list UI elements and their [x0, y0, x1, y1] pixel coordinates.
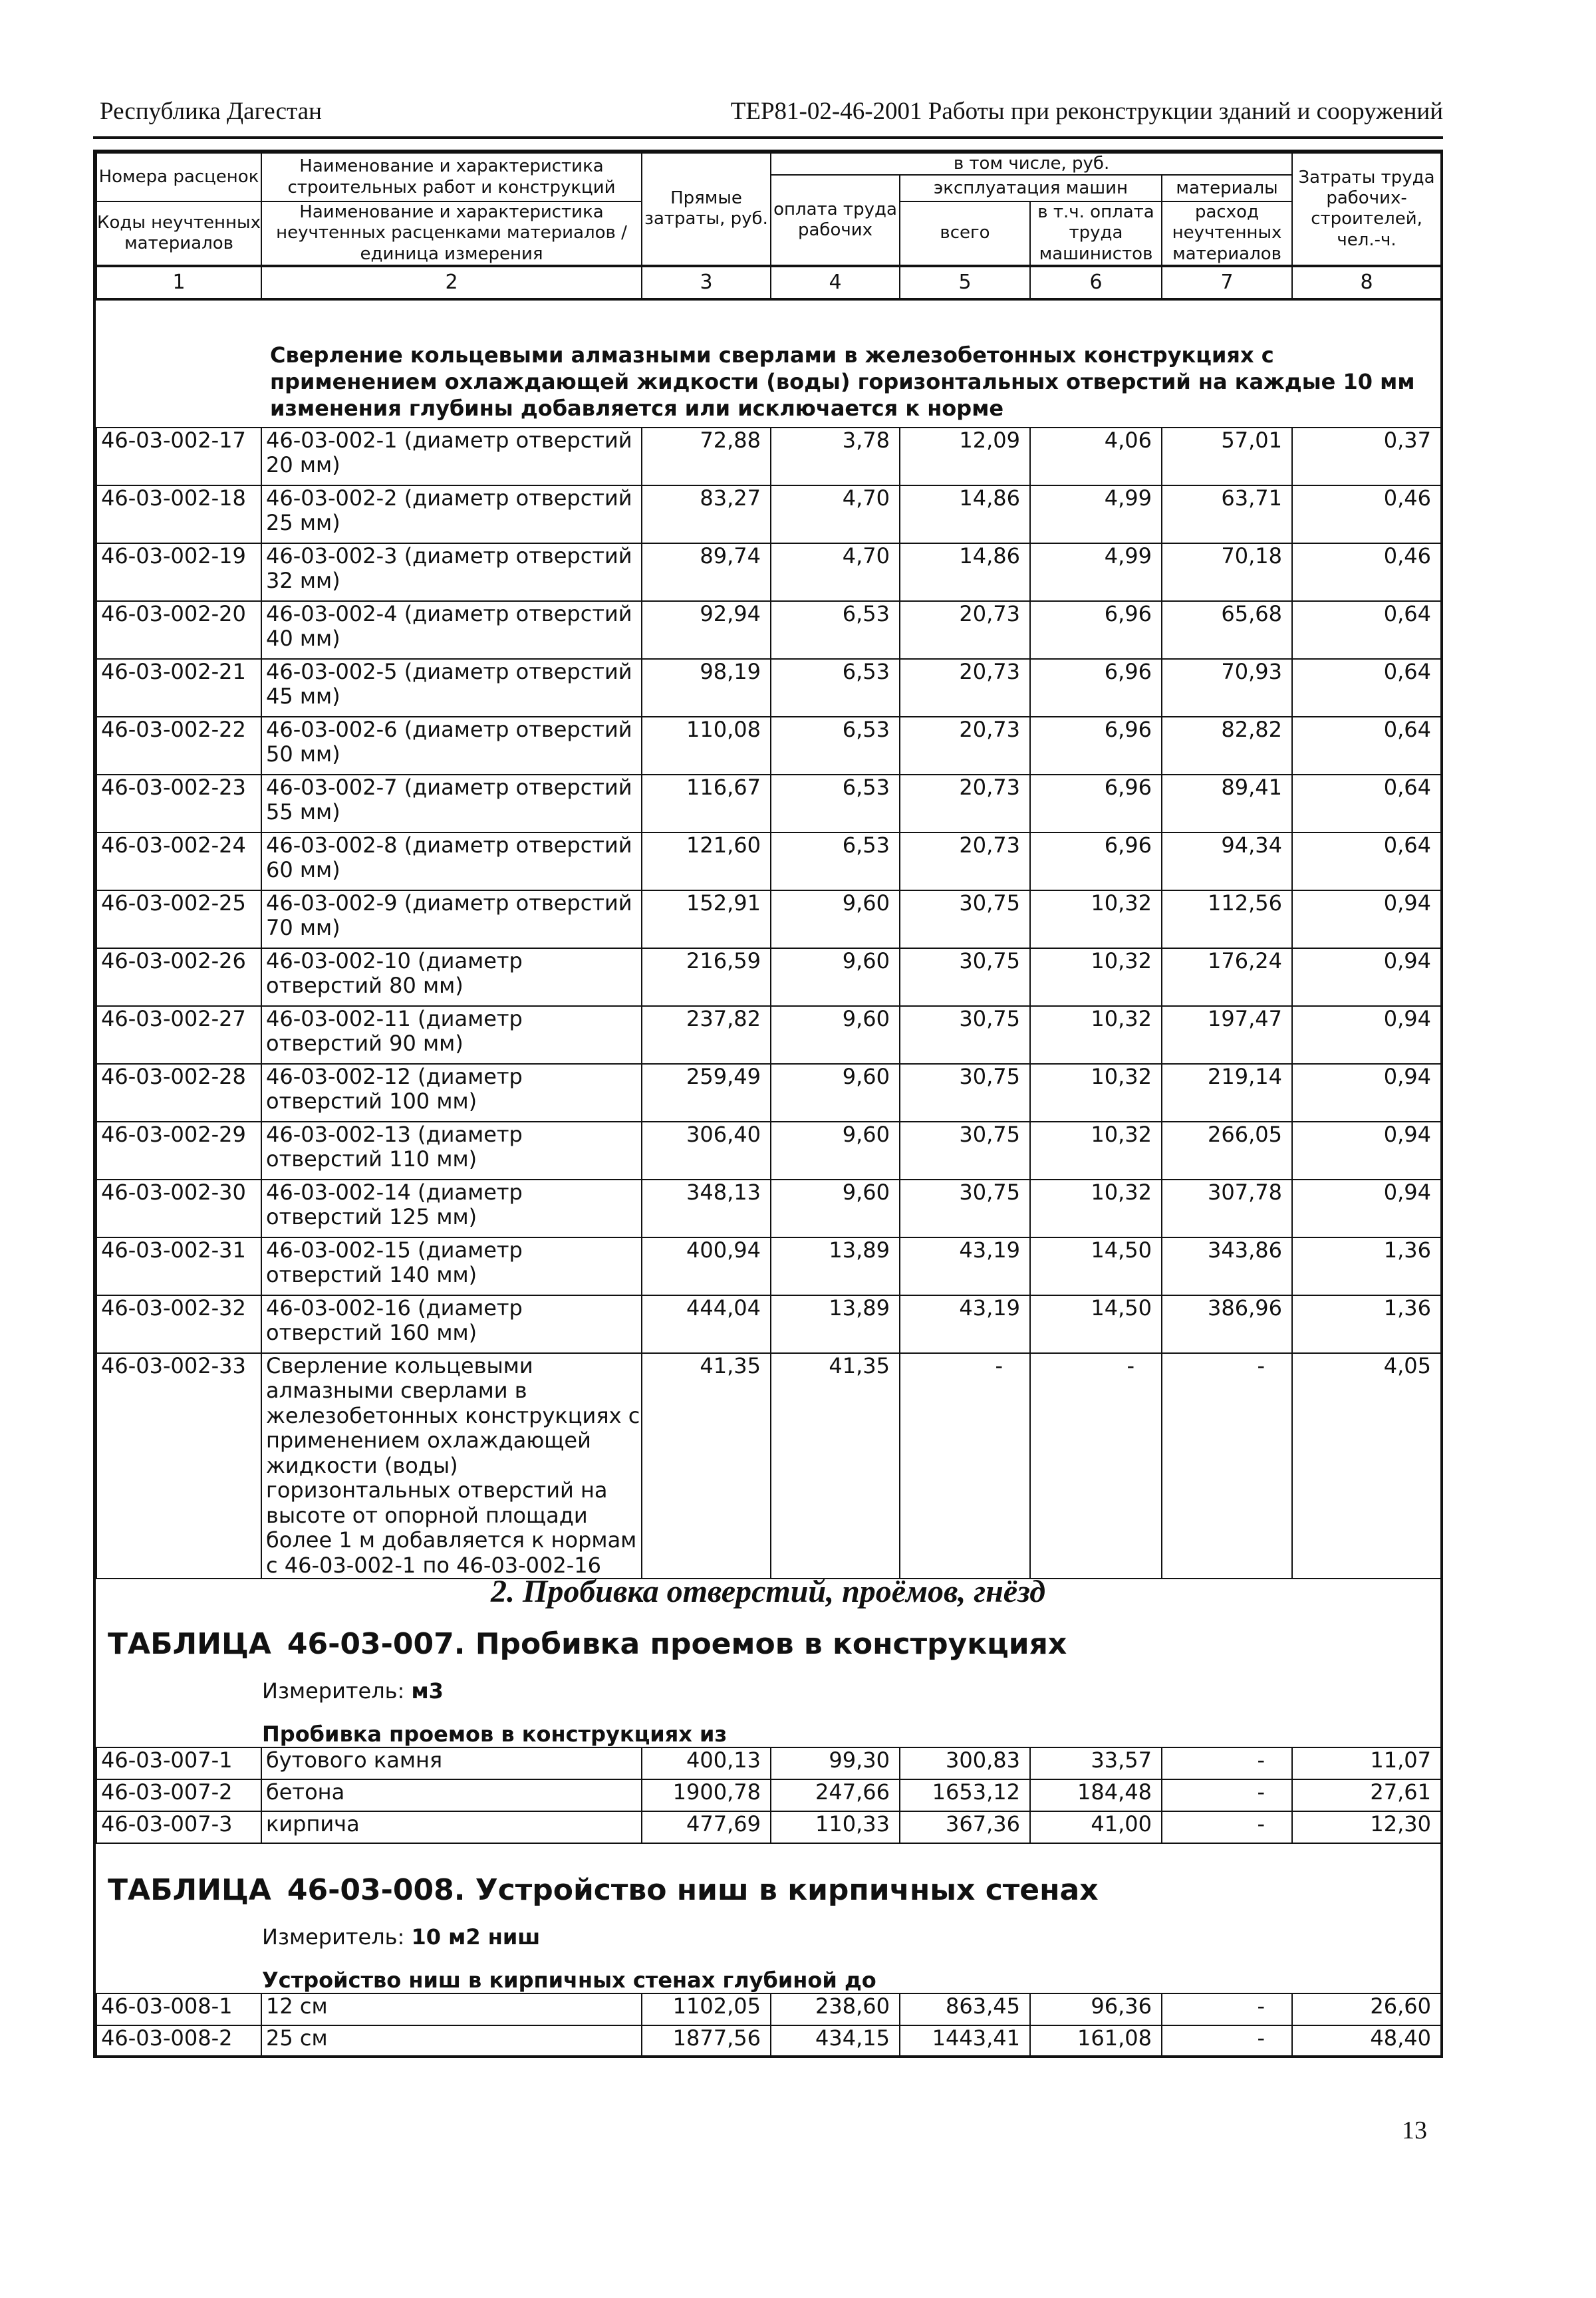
machine-total: 20,73	[900, 659, 1030, 717]
header-machine-ops: эксплуатация машин	[900, 175, 1162, 201]
table-row	[96, 1295, 1441, 1353]
materials-cost: 94,34	[1162, 832, 1292, 890]
table-row	[96, 1779, 1441, 1811]
operator-pay: 96,36	[1030, 1993, 1162, 2025]
operator-pay: 10,32	[1030, 948, 1162, 1006]
materials-cost: 63,71	[1162, 485, 1292, 543]
labor-hours: 0,64	[1292, 601, 1441, 659]
operator-pay: 10,32	[1030, 890, 1162, 948]
labor-pay: 4,70	[771, 485, 900, 543]
operator-pay: 41,00	[1030, 1811, 1162, 1843]
table-label: ТАБЛИЦА	[108, 1873, 271, 1907]
work-name: 46-03-002-1 (диаметр отверстий 20 мм)	[261, 428, 642, 485]
materials-cost: 307,78	[1162, 1180, 1292, 1237]
materials-cost: -	[1162, 1811, 1292, 1843]
machine-total: 12,09	[900, 428, 1030, 485]
work-name: бетона	[261, 1779, 642, 1811]
machine-total: 30,75	[900, 948, 1030, 1006]
rate-code: 46-03-002-27	[96, 1006, 261, 1064]
labor-hours: 0,64	[1292, 659, 1441, 717]
header-including: в том числе, руб.	[771, 153, 1292, 175]
work-name: 46-03-002-2 (диаметр отверстий 25 мм)	[261, 485, 642, 543]
page-header	[100, 93, 1443, 133]
operator-pay: 10,32	[1030, 1064, 1162, 1122]
materials-cost: 82,82	[1162, 717, 1292, 775]
table-row	[96, 717, 1441, 775]
machine-total: 863,45	[900, 1993, 1030, 2025]
header-direct-costs: Прямые затраты, руб.	[642, 153, 771, 266]
table-title: Пробивка проемов в конструкциях	[475, 1627, 1067, 1661]
labor-pay: 6,53	[771, 832, 900, 890]
operator-pay: 6,96	[1030, 659, 1162, 717]
rate-code: 46-03-002-30	[96, 1180, 261, 1237]
column-number: 2	[261, 266, 642, 299]
work-name: 46-03-002-9 (диаметр отверстий 70 мм)	[261, 890, 642, 948]
rate-code: 46-03-002-33	[96, 1353, 261, 1579]
estimate-table-frame	[93, 150, 1443, 2058]
work-name: 46-03-002-8 (диаметр отверстий 60 мм)	[261, 832, 642, 890]
header-materials-usage: расход неучтенных материалов	[1162, 201, 1292, 266]
rate-code: 46-03-008-2	[96, 2025, 261, 2057]
direct-costs: 89,74	[642, 543, 771, 601]
table-code: 46-03-007.	[287, 1627, 466, 1661]
unit-value: м3	[411, 1678, 444, 1704]
labor-hours: 0,64	[1292, 832, 1441, 890]
rate-code: 46-03-007-1	[96, 1747, 261, 1779]
operator-pay: 14,50	[1030, 1237, 1162, 1295]
table-row	[96, 659, 1441, 717]
rate-code: 46-03-002-17	[96, 428, 261, 485]
direct-costs: 41,35	[642, 1353, 771, 1579]
machine-total: 30,75	[900, 1064, 1030, 1122]
work-name: 46-03-002-11 (диаметр отверстий 90 мм)	[261, 1006, 642, 1064]
column-number: 3	[642, 266, 771, 299]
column-number: 5	[900, 266, 1030, 299]
labor-pay: 9,60	[771, 1064, 900, 1122]
table-row	[96, 1122, 1441, 1180]
materials-cost: -	[1162, 1779, 1292, 1811]
direct-costs: 110,08	[642, 717, 771, 775]
rate-code: 46-03-002-22	[96, 717, 261, 775]
work-name: 46-03-002-3 (диаметр отверстий 32 мм)	[261, 543, 642, 601]
materials-cost: 386,96	[1162, 1295, 1292, 1353]
labor-hours: 4,05	[1292, 1353, 1441, 1579]
column-number: 4	[771, 266, 900, 299]
materials-cost: 176,24	[1162, 948, 1292, 1006]
labor-pay: 9,60	[771, 1006, 900, 1064]
operator-pay: 4,99	[1030, 485, 1162, 543]
unit-value: 10 м2 ниш	[411, 1924, 541, 1950]
machine-total: 14,86	[900, 485, 1030, 543]
table-007-subheading: Пробивка проемов в конструкциях из	[262, 1722, 728, 1747]
work-name: 46-03-002-4 (диаметр отверстий 40 мм)	[261, 601, 642, 659]
machine-total: 30,75	[900, 1006, 1030, 1064]
region-title: Республика Дагестан	[100, 98, 322, 125]
operator-pay: 33,57	[1030, 1747, 1162, 1779]
direct-costs: 72,88	[642, 428, 771, 485]
labor-hours: 1,36	[1292, 1237, 1441, 1295]
direct-costs: 121,60	[642, 832, 771, 890]
materials-cost: 197,47	[1162, 1006, 1292, 1064]
subsection-title: 2. Пробивка отверстий, проёмов, гнёзд	[491, 1574, 1045, 1609]
labor-hours: 0,94	[1292, 1006, 1441, 1064]
labor-hours: 0,64	[1292, 717, 1441, 775]
direct-costs: 1102,05	[642, 1993, 771, 2025]
labor-hours: 0,94	[1292, 1180, 1441, 1237]
unit-label: Измеритель:	[262, 1924, 405, 1950]
labor-pay: 238,60	[771, 1993, 900, 2025]
table-title: Устройство ниш в кирпичных стенах	[475, 1873, 1099, 1907]
machine-total: 14,86	[900, 543, 1030, 601]
section-title: Сверление кольцевыми алмазными сверлами в железобетонных конструкциях с применением охлаждающей жидкости (воды) горизонтальных отверстий на каждые 10 мм изменения глубины добавляется или исключается к норме	[270, 342, 1415, 421]
column-number: 7	[1162, 266, 1292, 299]
materials-cost: 219,14	[1162, 1064, 1292, 1122]
direct-costs: 1900,78	[642, 1779, 771, 1811]
rate-code: 46-03-002-21	[96, 659, 261, 717]
direct-costs: 348,13	[642, 1180, 771, 1237]
labor-hours: 0,94	[1292, 1122, 1441, 1180]
labor-hours: 1,36	[1292, 1295, 1441, 1353]
direct-costs: 98,19	[642, 659, 771, 717]
work-name: кирпича	[261, 1811, 642, 1843]
column-header-table	[96, 152, 1442, 301]
machine-total: 30,75	[900, 890, 1030, 948]
labor-pay: 247,66	[771, 1779, 900, 1811]
rate-code: 46-03-002-32	[96, 1295, 261, 1353]
machine-total: 43,19	[900, 1295, 1030, 1353]
rate-code: 46-03-002-28	[96, 1064, 261, 1122]
labor-hours: 27,61	[1292, 1779, 1441, 1811]
materials-cost: -	[1162, 1747, 1292, 1779]
table-label: ТАБЛИЦА	[108, 1627, 271, 1661]
work-name: 46-03-002-10 (диаметр отверстий 80 мм)	[261, 948, 642, 1006]
table-007-heading	[108, 1627, 1067, 1661]
machine-total: -	[900, 1353, 1030, 1579]
labor-hours: 0,64	[1292, 775, 1441, 832]
table-row	[96, 1064, 1441, 1122]
machine-total: 43,19	[900, 1237, 1030, 1295]
rate-code: 46-03-002-29	[96, 1122, 261, 1180]
rate-code: 46-03-002-23	[96, 775, 261, 832]
labor-hours: 48,40	[1292, 2025, 1441, 2057]
column-number: 1	[96, 266, 261, 299]
direct-costs: 259,49	[642, 1064, 771, 1122]
section1-table	[96, 427, 1442, 1579]
table-row	[96, 1180, 1441, 1237]
materials-cost: -	[1162, 2025, 1292, 2057]
direct-costs: 400,94	[642, 1237, 771, 1295]
materials-cost: 266,05	[1162, 1122, 1292, 1180]
rate-code: 46-03-007-3	[96, 1811, 261, 1843]
machine-total: 30,75	[900, 1180, 1030, 1237]
table-row	[96, 1006, 1441, 1064]
operator-pay: 4,06	[1030, 428, 1162, 485]
labor-pay: 3,78	[771, 428, 900, 485]
header-materials: материалы	[1162, 175, 1292, 201]
work-name: 46-03-002-7 (диаметр отверстий 55 мм)	[261, 775, 642, 832]
work-name: 46-03-002-16 (диаметр отверстий 160 мм)	[261, 1295, 642, 1353]
labor-pay: 13,89	[771, 1295, 900, 1353]
header-operator-pay: в т.ч. оплата труда машинистов	[1030, 201, 1162, 266]
machine-total: 1653,12	[900, 1779, 1030, 1811]
labor-pay: 9,60	[771, 1122, 900, 1180]
table-row	[96, 543, 1441, 601]
labor-hours: 0,46	[1292, 485, 1441, 543]
rate-code: 46-03-002-20	[96, 601, 261, 659]
machine-total: 30,75	[900, 1122, 1030, 1180]
labor-pay: 13,89	[771, 1237, 900, 1295]
direct-costs: 400,13	[642, 1747, 771, 1779]
rate-code: 46-03-002-25	[96, 890, 261, 948]
labor-hours: 0,94	[1292, 1064, 1441, 1122]
operator-pay: 4,99	[1030, 543, 1162, 601]
machine-total: 20,73	[900, 775, 1030, 832]
labor-hours: 0,94	[1292, 948, 1441, 1006]
rate-code: 46-03-008-1	[96, 1993, 261, 2025]
column-number: 6	[1030, 266, 1162, 299]
work-name: 46-03-002-12 (диаметр отверстий 100 мм)	[261, 1064, 642, 1122]
work-name: 46-03-002-14 (диаметр отверстий 125 мм)	[261, 1180, 642, 1237]
labor-hours: 11,07	[1292, 1747, 1441, 1779]
direct-costs: 444,04	[642, 1295, 771, 1353]
header-labor-costs: Затраты труда рабочих-строителей, чел.-ч.	[1292, 153, 1441, 266]
work-name: 46-03-002-6 (диаметр отверстий 50 мм)	[261, 717, 642, 775]
operator-pay: 10,32	[1030, 1006, 1162, 1064]
rate-code: 46-03-002-19	[96, 543, 261, 601]
operator-pay: -	[1030, 1353, 1162, 1579]
machine-total: 367,36	[900, 1811, 1030, 1843]
table-code: 46-03-008.	[287, 1873, 466, 1907]
materials-cost: 112,56	[1162, 890, 1292, 948]
column-number: 8	[1292, 266, 1441, 299]
table-row	[96, 948, 1441, 1006]
document-title: ТЕР81-02-46-2001 Работы при реконструкции зданий и сооружений	[730, 98, 1443, 125]
table-008-unit	[262, 1924, 540, 1950]
labor-pay: 41,35	[771, 1353, 900, 1579]
direct-costs: 306,40	[642, 1122, 771, 1180]
table-row	[96, 832, 1441, 890]
labor-hours: 0,94	[1292, 890, 1441, 948]
table-row	[96, 1747, 1441, 1779]
table-008-heading	[108, 1873, 1099, 1907]
machine-total: 20,73	[900, 717, 1030, 775]
operator-pay: 184,48	[1030, 1779, 1162, 1811]
work-name: 46-03-002-5 (диаметр отверстий 45 мм)	[261, 659, 642, 717]
operator-pay: 10,32	[1030, 1180, 1162, 1237]
header-rule	[93, 136, 1443, 139]
materials-cost: 57,01	[1162, 428, 1292, 485]
materials-cost: 89,41	[1162, 775, 1292, 832]
labor-pay: 110,33	[771, 1811, 900, 1843]
operator-pay: 6,96	[1030, 601, 1162, 659]
operator-pay: 161,08	[1030, 2025, 1162, 2057]
work-name: бутового камня	[261, 1747, 642, 1779]
table-row	[96, 2025, 1441, 2057]
table-007-unit	[262, 1678, 444, 1704]
labor-hours: 0,37	[1292, 428, 1441, 485]
header-material-names: Наименование и характеристика неучтенных расценками материалов / единица измерения	[261, 201, 642, 266]
direct-costs: 477,69	[642, 1811, 771, 1843]
labor-pay: 9,60	[771, 948, 900, 1006]
materials-cost: 70,18	[1162, 543, 1292, 601]
direct-costs: 92,94	[642, 601, 771, 659]
rate-code: 46-03-007-2	[96, 1779, 261, 1811]
table-row	[96, 890, 1441, 948]
table-row	[96, 775, 1441, 832]
labor-hours: 12,30	[1292, 1811, 1441, 1843]
labor-pay: 6,53	[771, 775, 900, 832]
table-008-subheading: Устройство ниш в кирпичных стенах глубиной до	[262, 1968, 876, 1993]
machine-total: 20,73	[900, 601, 1030, 659]
table-row	[96, 1993, 1441, 2025]
operator-pay: 14,50	[1030, 1295, 1162, 1353]
table-row	[96, 1353, 1441, 1579]
table-row	[96, 428, 1441, 485]
materials-cost: 65,68	[1162, 601, 1292, 659]
header-machine-total: всего	[900, 201, 1030, 266]
table-row	[96, 601, 1441, 659]
labor-hours: 26,60	[1292, 1993, 1441, 2025]
direct-costs: 1877,56	[642, 2025, 771, 2057]
direct-costs: 83,27	[642, 485, 771, 543]
header-labor-pay: оплата труда рабочих	[771, 175, 900, 266]
labor-pay: 4,70	[771, 543, 900, 601]
operator-pay: 6,96	[1030, 717, 1162, 775]
machine-total: 300,83	[900, 1747, 1030, 1779]
rate-code: 46-03-002-24	[96, 832, 261, 890]
work-name: 25 см	[261, 2025, 642, 2057]
materials-cost: 343,86	[1162, 1237, 1292, 1295]
rate-code: 46-03-002-31	[96, 1237, 261, 1295]
work-name: 12 см	[261, 1993, 642, 2025]
page-number: 13	[1402, 2116, 1427, 2144]
materials-cost: -	[1162, 1353, 1292, 1579]
table-008	[96, 1993, 1442, 2058]
header-material-codes: Коды неучтенных материалов	[96, 201, 261, 266]
table-007	[96, 1747, 1442, 1844]
labor-pay: 9,60	[771, 1180, 900, 1237]
direct-costs: 237,82	[642, 1006, 771, 1064]
labor-pay: 99,30	[771, 1747, 900, 1779]
labor-pay: 6,53	[771, 717, 900, 775]
labor-pay: 6,53	[771, 601, 900, 659]
table-row	[96, 1237, 1441, 1295]
table-row	[96, 485, 1441, 543]
labor-hours: 0,46	[1292, 543, 1441, 601]
labor-pay: 6,53	[771, 659, 900, 717]
header-work-name: Наименование и характеристика строительных работ и конструкций	[261, 153, 642, 201]
operator-pay: 6,96	[1030, 832, 1162, 890]
table-row	[96, 1811, 1441, 1843]
work-name: 46-03-002-13 (диаметр отверстий 110 мм)	[261, 1122, 642, 1180]
unit-label: Измеритель:	[262, 1678, 405, 1704]
header-rate-numbers: Номера расценок	[96, 153, 261, 201]
direct-costs: 152,91	[642, 890, 771, 948]
rate-code: 46-03-002-18	[96, 485, 261, 543]
labor-pay: 9,60	[771, 890, 900, 948]
work-name: 46-03-002-15 (диаметр отверстий 140 мм)	[261, 1237, 642, 1295]
machine-total: 20,73	[900, 832, 1030, 890]
operator-pay: 10,32	[1030, 1122, 1162, 1180]
work-name: Сверление кольцевыми алмазными сверлами в железобетонных конструкциях с применением охлаждающей жидкости (воды) горизонтальных отверстий на высоте от опорной площади более 1 м добавляется к нормам с 46-03-002-1 по 46-03-002-16	[261, 1353, 642, 1579]
operator-pay: 6,96	[1030, 775, 1162, 832]
machine-total: 1443,41	[900, 2025, 1030, 2057]
labor-pay: 434,15	[771, 2025, 900, 2057]
materials-cost: -	[1162, 1993, 1292, 2025]
direct-costs: 216,59	[642, 948, 771, 1006]
direct-costs: 116,67	[642, 775, 771, 832]
rate-code: 46-03-002-26	[96, 948, 261, 1006]
materials-cost: 70,93	[1162, 659, 1292, 717]
